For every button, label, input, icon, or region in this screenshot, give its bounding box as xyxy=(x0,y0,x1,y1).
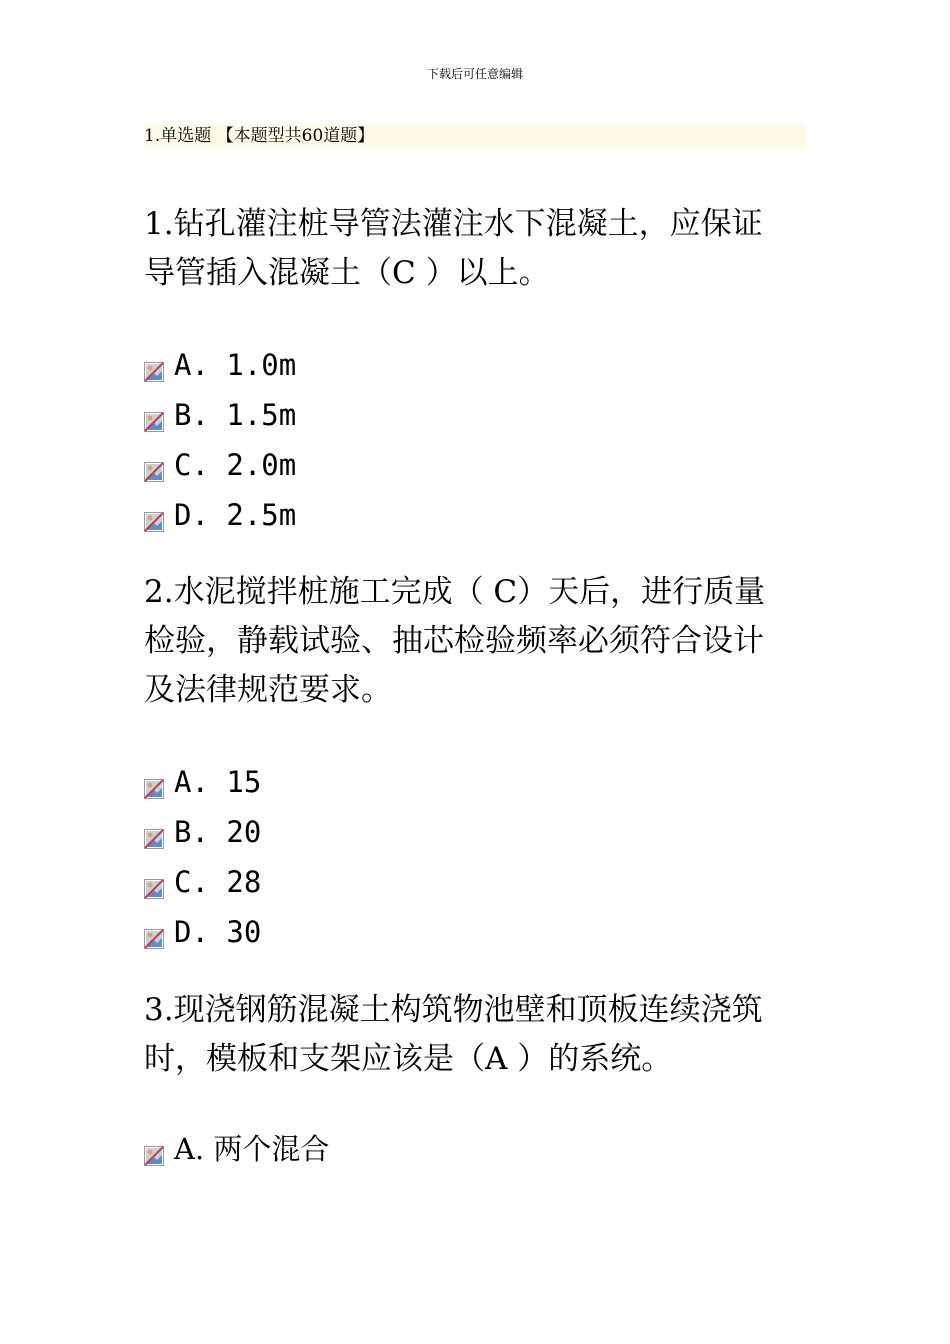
broken-image-icon xyxy=(144,505,164,525)
question-line: 导管插入混凝土（C ）以上。 xyxy=(144,255,550,291)
option-2d[interactable] xyxy=(144,915,261,949)
broken-image-icon xyxy=(144,1139,164,1159)
question-line: 检验，静载试验、抽芯检验频率必须符合设计 xyxy=(144,623,764,659)
question-line: 及法律规范要求。 xyxy=(144,672,392,708)
option-3a[interactable] xyxy=(144,1132,329,1166)
question-2-text xyxy=(144,568,814,715)
page-header: 下载后可任意编辑 xyxy=(426,67,523,81)
question-line: 时，模板和支架应该是（A ）的系统。 xyxy=(144,1041,673,1077)
question-1-text xyxy=(144,200,814,298)
option-1d[interactable] xyxy=(144,498,296,532)
broken-image-icon xyxy=(144,772,164,792)
option-2b[interactable] xyxy=(144,815,261,849)
broken-image-icon xyxy=(144,455,164,475)
option-2c[interactable] xyxy=(144,865,261,899)
option-label: D. 2.5m xyxy=(174,498,297,532)
option-1a[interactable] xyxy=(144,348,296,382)
option-label: C. 28 xyxy=(174,865,262,899)
option-1b[interactable] xyxy=(144,398,296,432)
option-label: C. 2.0m xyxy=(174,448,297,482)
option-label: A. 15 xyxy=(174,765,262,799)
option-label: B. 20 xyxy=(174,815,262,849)
question-line: 2.水泥搅拌桩施工完成（ C）天后，进行质量 xyxy=(144,574,766,610)
broken-image-icon xyxy=(144,872,164,892)
broken-image-icon xyxy=(144,355,164,375)
section-title: 1.单选题 【本题型共60道题】 xyxy=(144,124,806,149)
option-2a[interactable] xyxy=(144,765,261,799)
question-line: 1.钻孔灌注桩导管法灌注水下混凝土，应保证 xyxy=(144,206,763,242)
option-label: A. 两个混合 xyxy=(174,1132,330,1166)
question-3-text xyxy=(144,986,814,1084)
question-line: 3.现浇钢筋混凝土构筑物池壁和顶板连续浇筑 xyxy=(144,992,763,1028)
broken-image-icon xyxy=(144,922,164,942)
option-1c[interactable] xyxy=(144,448,296,482)
option-label: A. 1.0m xyxy=(174,348,297,382)
broken-image-icon xyxy=(144,822,164,842)
broken-image-icon xyxy=(144,405,164,425)
option-label: B. 1.5m xyxy=(174,398,297,432)
option-label: D. 30 xyxy=(174,915,262,949)
